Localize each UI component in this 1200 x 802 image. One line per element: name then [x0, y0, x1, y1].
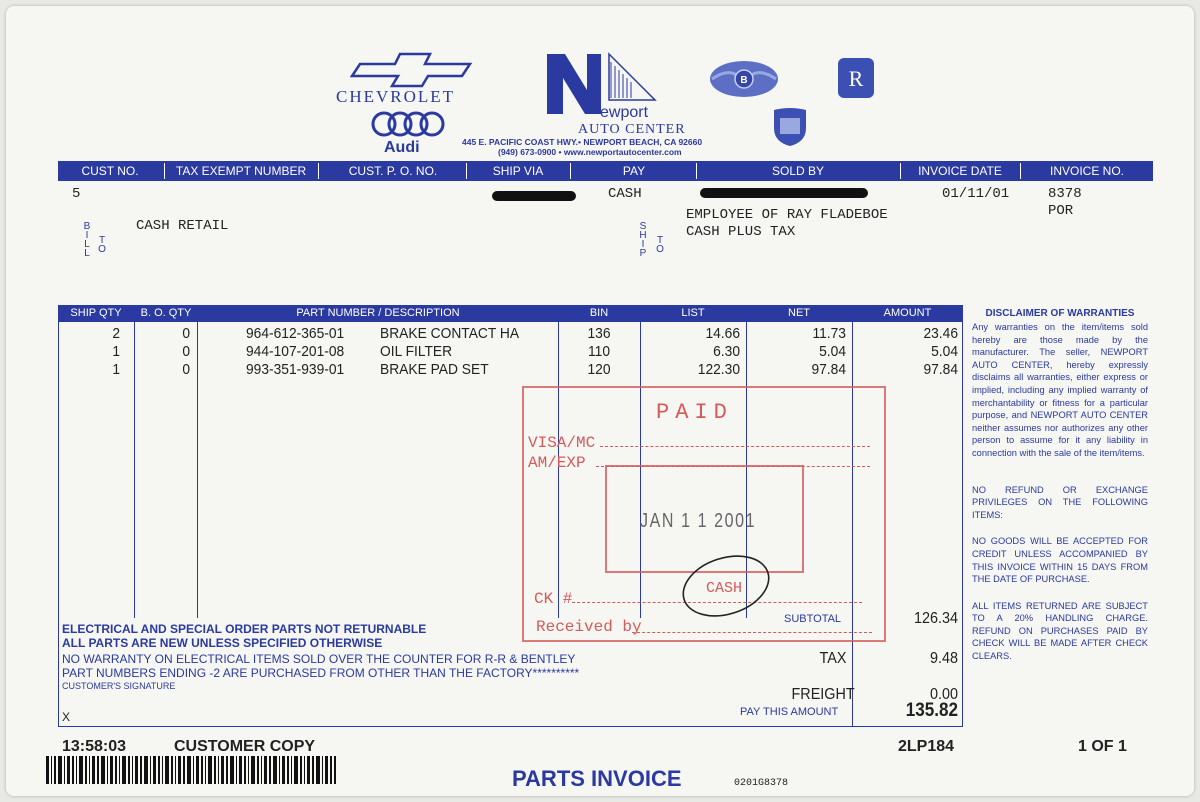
ship-to-line2: CASH PLUS TAX	[686, 224, 796, 240]
auto-center-wordmark: AUTO CENTER	[578, 122, 686, 137]
cust-no-value: 5	[72, 186, 81, 202]
row1-bin: 136	[587, 325, 611, 342]
stamp-received-by: Received by	[536, 618, 642, 636]
note-not-returnable: ELECTRICAL AND SPECIAL ORDER PARTS NOT RETURNABLE	[62, 622, 427, 636]
signature-label: CUSTOMER'S SIGNATURE	[62, 681, 176, 691]
freight-label: FREIGHT	[791, 686, 855, 703]
row2-desc: OIL FILTER	[380, 343, 453, 360]
row2-amount: 5.04	[931, 343, 958, 360]
row2-bo-qty: 0	[182, 343, 190, 360]
porsche-crest-icon	[772, 106, 808, 148]
row1-list: 14.66	[705, 325, 740, 342]
bill-to-label: B I L L	[83, 221, 91, 259]
document-code: 0201G8378	[734, 778, 789, 789]
parts-invoice-title: PARTS INVOICE	[512, 766, 682, 791]
disclaimer-credit: NO GOODS WILL BE ACCEPTED FOR CREDIT UNLESS ACCOMPANIED BY THIS INVOICE WITHIN 15 DAYS FROM THE DATE OF PURCHASE.	[972, 536, 1148, 585]
row3-bo-qty: 0	[182, 361, 190, 378]
th-amount: AMOUNT	[883, 307, 932, 319]
ref-code: 2LP184	[898, 738, 955, 755]
row1-desc: BRAKE CONTACT HA	[380, 325, 520, 342]
page-count: 1 OF 1	[1078, 738, 1127, 755]
tax-label: TAX	[819, 650, 847, 667]
row2-bin: 110	[587, 343, 610, 360]
bentley-logo-icon	[708, 58, 780, 100]
ship-to-label: S H I P	[639, 221, 647, 259]
note-new-parts: ALL PARTS ARE NEW UNLESS SPECIFIED OTHERWISE	[62, 636, 383, 650]
stamp-visa: VISA/MC	[528, 434, 596, 452]
table-border-right	[962, 322, 963, 726]
stamp-ck: CK #	[534, 590, 573, 608]
note-part-numbers: PART NUMBERS ENDING -2 ARE PURCHASED FROM OTHER THAN THE FACTORY**********	[62, 666, 580, 680]
ship-via-redaction	[492, 191, 576, 201]
row3-bin: 120	[587, 361, 611, 378]
invoice-no-value: 8378	[1048, 186, 1082, 202]
table-border-bottom	[58, 726, 963, 727]
rolls-royce-logo-icon	[836, 56, 876, 100]
subtotal-value: 126.34	[913, 610, 958, 627]
col-tax-exempt: TAX EXEMPT NUMBER	[175, 164, 307, 178]
bill-to-name: CASH RETAIL	[136, 218, 229, 234]
signature-mark: X	[62, 710, 71, 724]
row1-bo-qty: 0	[182, 325, 190, 342]
invoice-suffix: POR	[1048, 203, 1074, 219]
pay-amount-value: 135.82	[905, 700, 958, 721]
col-pay: PAY	[622, 164, 646, 178]
col-cust-po: CUST. P. O. NO.	[348, 164, 438, 178]
note-no-warranty: NO WARRANTY ON ELECTRICAL ITEMS SOLD OVER THE COUNTER FOR R-R & BENTLEY	[62, 652, 576, 666]
dealer-phone-web: (949) 673-0900 • www.newportautocenter.com	[498, 147, 682, 157]
col-divider	[134, 322, 135, 618]
pay-amount-label: PAY THIS AMOUNT	[740, 706, 839, 718]
col-ship-via: SHIP VIA	[492, 164, 544, 178]
cash-circle-mark	[676, 548, 776, 622]
newport-wordmark: ewport	[600, 104, 649, 121]
bill-to-label-to: T O	[98, 235, 106, 255]
items-table-header	[58, 305, 963, 322]
col-sold-by: SOLD BY	[771, 164, 825, 178]
row3-ship-qty: 1	[112, 361, 120, 378]
ship-to-line1: EMPLOYEE OF RAY FLADEBOE	[686, 207, 888, 223]
th-bin: BIN	[589, 307, 609, 319]
audi-rings-icon	[370, 110, 450, 138]
row1-ship-qty: 2	[112, 325, 120, 342]
row2-list: 6.30	[713, 343, 740, 360]
disclaimer-body	[972, 321, 1148, 677]
stamp-amex: AM/EXP	[528, 454, 586, 472]
row2-net: 5.04	[819, 343, 846, 360]
audi-wordmark: Audi	[384, 139, 420, 156]
table-border-left	[58, 322, 59, 726]
header-bar	[58, 161, 1153, 181]
th-list: LIST	[681, 307, 705, 319]
tax-value: 9.48	[929, 650, 958, 667]
svg-text:B: B	[740, 75, 748, 86]
ship-to-label-to: T O	[656, 235, 664, 255]
invoice-date-value: 01/11/01	[942, 186, 1010, 202]
stamp-date: JAN 1 1 2001	[640, 510, 757, 532]
row1-net: 11.73	[812, 325, 846, 342]
stamp-received-line	[632, 632, 872, 634]
row2-ship-qty: 1	[112, 343, 120, 360]
col-invoice-no: INVOICE NO.	[1049, 164, 1124, 178]
pay-value: CASH	[608, 186, 642, 202]
freight-value: 0.00	[929, 686, 958, 703]
chevrolet-wordmark: CHEVROLET	[336, 87, 456, 106]
row3-desc: BRAKE PAD SET	[380, 361, 489, 378]
th-bo-qty: B. O. QTY	[140, 307, 192, 319]
subtotal-label: SUBTOTAL	[784, 613, 842, 625]
chevrolet-bowtie-icon	[350, 52, 480, 88]
barcode-icon	[46, 756, 336, 784]
row3-net: 97.84	[811, 361, 846, 378]
copy-label: CUSTOMER COPY	[174, 738, 316, 755]
row3-part-no: 993-351-939-01	[246, 361, 345, 378]
row1-part-no: 964-612-365-01	[246, 325, 345, 342]
th-ship-qty: SHIP QTY	[70, 307, 122, 319]
disclaimer-returns: ALL ITEMS RETURNED ARE SUBJECT TO A 20% HANDLING CHARGE. REFUND ON PURCHASES PAID BY CHECK WILL BE MADE AFTER CHECK CLEARS.	[972, 600, 1148, 662]
disclaimer-title: DISCLAIMER OF WARRANTIES	[985, 308, 1135, 319]
col-cust-no: CUST NO.	[81, 164, 139, 178]
sold-by-redaction	[700, 188, 868, 198]
stamp-paid: PAID	[656, 400, 733, 425]
print-time: 13:58:03	[62, 738, 127, 755]
disclaimer-no-refund: NO REFUND OR EXCHANGE PRIVILEGES ON THE FOLLOWING ITEMS:	[972, 484, 1148, 520]
stamp-visa-line	[600, 446, 870, 448]
disclaimer-warranty: Any warranties on the item/items sold hereby are those made by the manufacturer. The seller, NEWPORT AUTO CENTER, hereby expressly disclaims all warranties, either express or implied, including any implied warranty of merchantability or fitness for a particular purpose, and NEWPORT AUTO CENTER neither assumes nor authorizes any other person to assume for it any liability in connection with the sale of the item/items.	[972, 322, 1148, 458]
stamp-cash: CASH	[706, 580, 743, 597]
row3-list: 122.30	[697, 361, 740, 378]
row1-amount: 23.46	[923, 325, 958, 342]
col-invoice-date: INVOICE DATE	[918, 164, 1002, 178]
svg-text:R: R	[848, 66, 864, 91]
dealer-address: 445 E. PACIFIC COAST HWY.• NEWPORT BEACH, CA 92660	[462, 137, 703, 147]
th-net: NET	[788, 307, 810, 319]
th-part: PART NUMBER / DESCRIPTION	[296, 307, 460, 319]
row2-part-no: 944-107-201-08	[246, 343, 345, 360]
col-divider	[197, 322, 198, 618]
row3-amount: 97.84	[923, 361, 958, 378]
